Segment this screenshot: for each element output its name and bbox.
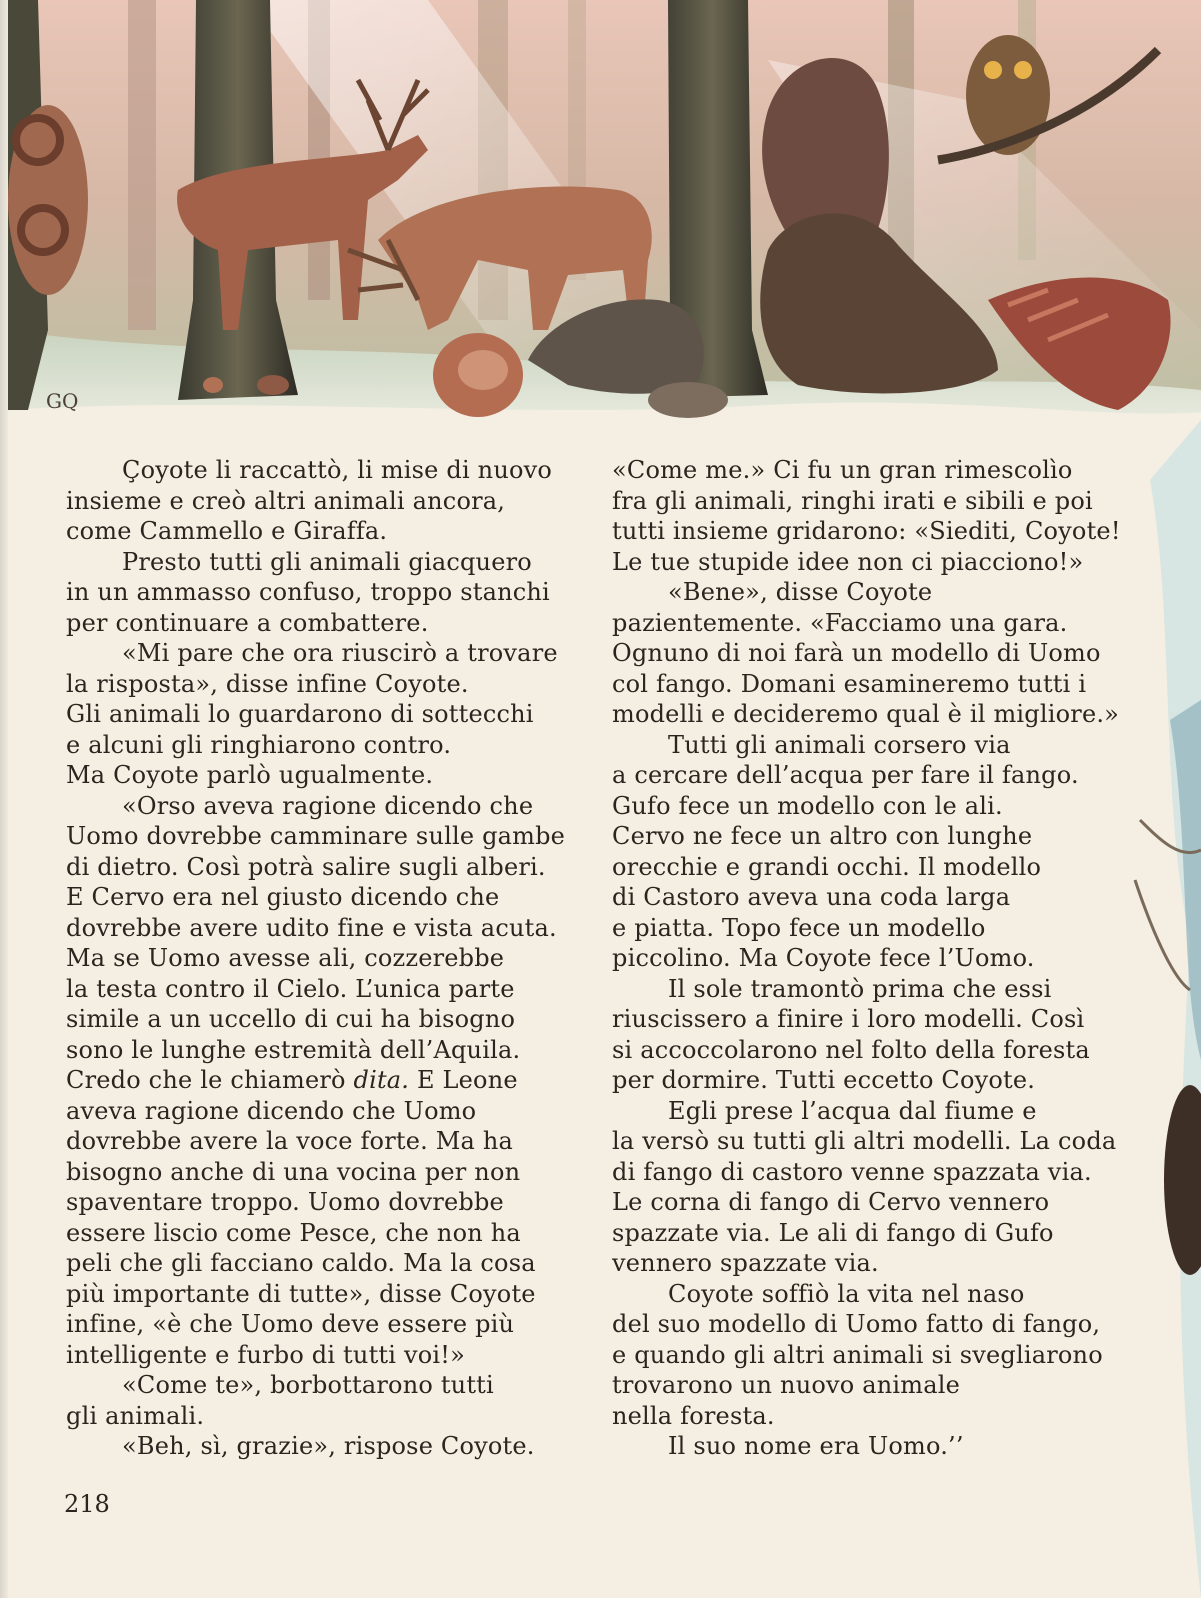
- text-line-content: fra gli animali, ringhi irati e sibili e poi: [612, 486, 1093, 515]
- text-line-content: la versò su tutti gli altri modelli. La coda: [612, 1127, 1117, 1155]
- text-line: [612, 730, 1132, 761]
- text-line: [66, 1157, 586, 1188]
- text-line: [612, 913, 1132, 944]
- text-line: [66, 516, 586, 547]
- text-line: [612, 1218, 1132, 1249]
- text-line-content: essere liscio come Pesce, che non ha: [66, 1218, 521, 1247]
- text-line-content: Cervo ne fece un altro con lunghe: [612, 822, 1033, 850]
- text-line: [612, 638, 1132, 669]
- text-line: [612, 669, 1132, 700]
- text-line-content: Le corna di fango di Cervo vennero: [612, 1188, 1050, 1216]
- text-line: [612, 1370, 1132, 1401]
- text-line: [66, 1035, 586, 1066]
- text-line-content: riuscissero a finire i loro modelli. Così: [612, 1005, 1085, 1033]
- text-line: [66, 852, 586, 883]
- text-line: [612, 608, 1132, 639]
- text-line-content: e quando gli altri animali si svegliarono: [612, 1340, 1103, 1369]
- text-line-content: dovrebbe avere la voce forte. Ma ha: [66, 1127, 514, 1155]
- text-line: [66, 821, 586, 852]
- text-line: [66, 1004, 586, 1035]
- text-line-content: pazientemente. «Facciamo una gara.: [612, 608, 1068, 637]
- text-line-content: Presto tutti gli animali giacquero: [122, 547, 532, 576]
- text-line-content: a cercare dell’acqua per fare il fango.: [612, 761, 1079, 789]
- text-line: [66, 1248, 586, 1279]
- page-number: 218: [64, 1490, 110, 1518]
- text-line: [66, 547, 586, 578]
- text-line: [66, 638, 586, 669]
- text-line: [612, 760, 1132, 791]
- text-line-content: infine, «è che Uomo deve essere più: [66, 1310, 515, 1338]
- text-line: [612, 516, 1132, 547]
- left-column: [66, 455, 586, 1462]
- text-line-content: simile a un uccello di cui ha bisogno: [66, 1005, 516, 1033]
- text-line: [66, 486, 586, 517]
- text-line-content: di Castoro aveva una coda larga: [612, 883, 1011, 911]
- text-line: [66, 1279, 586, 1310]
- text-line: [66, 699, 586, 730]
- ram-figure: [8, 105, 88, 295]
- text-line-content: «Mi pare che ora riuscirò a trovare: [122, 639, 558, 667]
- text-line-content: per dormire. Tutti eccetto Coyote.: [612, 1066, 1036, 1094]
- text-line: [66, 1340, 586, 1371]
- text-line-content: più importante di tutte», disse Coyote: [66, 1279, 536, 1308]
- text-line-content: dovrebbe avere udito fine e vista acuta.: [66, 913, 557, 942]
- text-line-content: Egli prese l’acqua dal fiume e: [668, 1096, 1037, 1125]
- text-line: [66, 455, 586, 486]
- text-line: [612, 577, 1132, 608]
- text-line: [66, 882, 586, 913]
- forest-animals-illustration: [8, 0, 1201, 440]
- text-line-content: bisogno anche di una vocina per non: [66, 1157, 521, 1186]
- text-line-content: spazzate via. Le ali di fango di Gufo: [612, 1218, 1054, 1247]
- text-line: [612, 1431, 1132, 1462]
- text-line: [66, 1126, 586, 1157]
- text-line: [66, 577, 586, 608]
- text-line: [612, 1248, 1132, 1279]
- text-line-content: si accoccolarono nel folto della foresta: [612, 1035, 1090, 1064]
- text-line: [66, 1309, 586, 1340]
- text-line-content: in un ammasso confuso, troppo stanchi: [66, 578, 550, 606]
- text-line-content: insieme e creò altri animali ancora,: [66, 486, 506, 515]
- text-line-content: «Orso aveva ragione dicendo che: [122, 791, 534, 820]
- text-line-content: e alcuni gli ringhiarono contro.: [66, 730, 452, 759]
- text-line-content: spaventare troppo. Uomo dovrebbe: [66, 1188, 504, 1216]
- text-line-content: Ma se Uomo avesse ali, cozzerebbe: [66, 944, 505, 972]
- text-line: [612, 547, 1132, 578]
- text-line-continuation: E Leone: [409, 1066, 518, 1094]
- text-line-content: Uomo dovrebbe camminare sulle gambe: [66, 822, 566, 850]
- text-line: [66, 1096, 586, 1127]
- text-line: [66, 1065, 586, 1096]
- italic-word: dita.: [353, 1066, 410, 1094]
- text-line-content: modelli e decideremo qual è il migliore.»: [612, 700, 1120, 728]
- text-line-content: «Bene», disse Coyote: [668, 578, 933, 606]
- text-line-content: sono le lunghe estremità dell’Aquila.: [66, 1035, 521, 1064]
- text-line: [612, 1157, 1132, 1188]
- text-line-content: Gufo fece un modello con le ali.: [612, 791, 1003, 820]
- text-line-content: tutti insieme gridarono: «Siediti, Coyote!: [612, 517, 1121, 545]
- artist-signature: GQ: [46, 389, 79, 413]
- scan-edge: [0, 0, 8, 1598]
- text-line-content: E Cervo era nel giusto dicendo che: [66, 883, 500, 911]
- text-line: [612, 1309, 1132, 1340]
- text-line-content: peli che gli facciano caldo. Ma la cosa: [66, 1249, 536, 1277]
- text-line: [612, 1126, 1132, 1157]
- text-line-content: come Cammello e Giraffa.: [66, 517, 388, 545]
- text-line: [66, 1218, 586, 1249]
- text-line: [66, 1187, 586, 1218]
- text-line: [66, 669, 586, 700]
- text-line-content: aveva ragione dicendo che Uomo: [66, 1096, 477, 1125]
- text-line: [612, 1004, 1132, 1035]
- text-line-content: Gli animali lo guardarono di sottecchi: [66, 700, 534, 728]
- text-line-content: Çoyote li raccattò, li mise di nuovo: [122, 456, 553, 484]
- text-line-content: Tutti gli animali corsero via: [668, 730, 1011, 759]
- adjacent-page-bleed: [1120, 420, 1201, 1598]
- text-line: [612, 943, 1132, 974]
- text-line-content: gli animali.: [66, 1401, 205, 1430]
- text-line-content: «Beh, sì, grazie», rispose Coyote.: [122, 1432, 535, 1460]
- text-line: [66, 760, 586, 791]
- text-line: [612, 1096, 1132, 1127]
- text-line: [66, 1370, 586, 1401]
- text-line-content: «Come te», borbottarono tutti: [122, 1371, 494, 1399]
- text-line-content: intelligente e furbo di tutti voi!»: [66, 1340, 465, 1369]
- text-line-content: Il sole tramontò prima che essi: [668, 974, 1052, 1003]
- text-line: [66, 791, 586, 822]
- text-line: [612, 1279, 1132, 1310]
- text-line: [612, 974, 1132, 1005]
- right-column: [612, 455, 1132, 1462]
- text-line: [612, 1401, 1132, 1432]
- text-line: [612, 1187, 1132, 1218]
- text-line-content: Ma Coyote parlò ugualmente.: [66, 761, 434, 789]
- text-line: [66, 730, 586, 761]
- text-line-content: col fango. Domani esamineremo tutti i: [612, 669, 1087, 698]
- text-line-content: piccolino. Ma Coyote fece l’Uomo.: [612, 944, 1035, 972]
- text-line-content: Ognuno di noi farà un modello di Uomo: [612, 639, 1101, 667]
- text-line: [66, 913, 586, 944]
- text-line-content: e piatta. Topo fece un modello: [612, 913, 986, 942]
- text-line: [612, 699, 1132, 730]
- text-line: [66, 943, 586, 974]
- text-line: [612, 791, 1132, 822]
- text-line-content: «Come me.» Ci fu un gran rimescolìo: [612, 456, 1073, 484]
- text-line-content: Coyote soffiò la vita nel naso: [668, 1279, 1025, 1308]
- text-line-content: Credo che le chiamerò: [66, 1066, 354, 1094]
- text-line: [66, 1431, 586, 1462]
- text-line-content: orecchie e grandi occhi. Il modello: [612, 852, 1042, 881]
- text-line-content: per continuare a combattere.: [66, 608, 429, 637]
- text-line: [612, 1065, 1132, 1096]
- text-line-content: la testa contro il Cielo. L’unica parte: [66, 974, 515, 1003]
- text-line-content: nella foresta.: [612, 1401, 775, 1430]
- text-line: [66, 608, 586, 639]
- text-line: [66, 1401, 586, 1432]
- text-line: [612, 1035, 1132, 1066]
- text-line: [612, 1340, 1132, 1371]
- text-line: [612, 455, 1132, 486]
- text-line: [612, 486, 1132, 517]
- text-line-content: Il suo nome era Uomo.’’: [668, 1432, 964, 1460]
- text-line-content: vennero spazzate via.: [612, 1249, 879, 1277]
- text-line-content: del suo modello di Uomo fatto di fango,: [612, 1310, 1101, 1338]
- text-line-content: di dietro. Così potrà salire sugli alberi.: [66, 852, 546, 881]
- text-line-content: trovarono un nuovo animale: [612, 1371, 961, 1399]
- text-line: [612, 852, 1132, 883]
- text-line: [612, 882, 1132, 913]
- text-line-content: di fango di castoro venne spazzata via.: [612, 1157, 1092, 1186]
- text-line-content: la risposta», disse infine Coyote.: [66, 669, 469, 698]
- text-line-content: Le tue stupide idee non ci piacciono!»: [612, 547, 1084, 576]
- text-line: [66, 974, 586, 1005]
- text-line: [612, 821, 1132, 852]
